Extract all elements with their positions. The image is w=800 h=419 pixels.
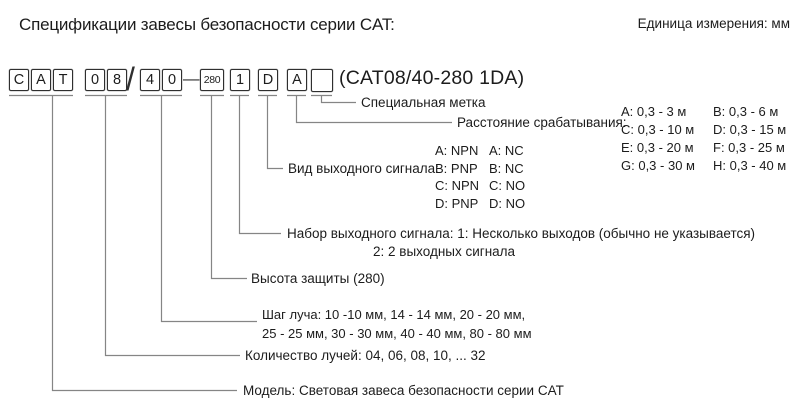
code-box-height: 280 <box>200 69 224 91</box>
distance-option: F: 0,3 - 25 м <box>713 140 785 155</box>
output-set-label: Набор выходного сигнала: <box>287 226 454 241</box>
code-box-series-a: A <box>31 69 51 91</box>
distance-option: C: 0,3 - 10 м <box>621 122 695 137</box>
label-output-set <box>287 226 755 241</box>
output-set-option-1: 1: Несколько выходов (обычно не указывается) <box>457 226 756 241</box>
code-box-beams-0: 0 <box>85 69 105 91</box>
beam-pitch-line-1: Шаг луча: 10 -10 мм, 14 - 14 мм, 20 - 20 мм, <box>262 307 526 322</box>
example-model-code: (CAT08/40-280 1DA) <box>339 67 525 89</box>
distance-options <box>621 104 786 176</box>
output-type-option: D: PNP <box>435 195 479 211</box>
output-type-option: C: NO <box>489 178 526 193</box>
beam-pitch-line-2: 25 - 25 мм, 30 - 30 мм, 40 - 40 мм, 80 - 80 мм <box>262 325 532 341</box>
code-box-series-t: T <box>53 69 73 91</box>
code-box-distance: A <box>287 69 307 91</box>
output-type-option: B: NC <box>489 160 524 176</box>
distance-option: A: 0,3 - 3 м <box>621 104 687 119</box>
distance-option: D: 0,3 - 15 м <box>713 122 787 137</box>
dash-separator: — <box>183 69 200 88</box>
distance-option: H: 0,3 - 40 м <box>713 158 787 173</box>
code-box-output-type: D <box>258 69 278 91</box>
output-type-option: D: NO <box>489 195 526 211</box>
output-type-option: A: NPN <box>435 143 479 158</box>
code-box-pitch-4: 4 <box>140 69 160 91</box>
distance-option: E: 0,3 - 20 м <box>621 140 694 155</box>
page-title: Спецификации завесы безопасности серии CAT: <box>19 15 395 34</box>
label-distance: Расстояние срабатывания: <box>457 115 627 130</box>
slash-separator: / <box>126 61 135 97</box>
code-box-series-c: C <box>9 69 29 91</box>
output-type-option: A: NC <box>489 143 524 158</box>
distance-option: G: 0,3 - 30 м <box>621 158 695 173</box>
output-type-option: B: PNP <box>435 160 478 176</box>
code-box-beams-8: 8 <box>107 69 127 91</box>
code-box-output-set: 1 <box>230 69 250 91</box>
label-output-type: Вид выходного сигнала: <box>288 161 439 176</box>
label-beam-pitch <box>262 306 532 343</box>
label-model: Модель: Световая завеса безопасности серии CAT <box>243 383 564 398</box>
distance-option: B: 0,3 - 6 м <box>713 104 779 119</box>
code-box-special-mark <box>311 69 333 92</box>
output-type-option: C: NPN <box>435 178 480 193</box>
unit-note: Единица измерения: мм <box>637 16 790 31</box>
output-set-option-2: 2: 2 выходных сигнала <box>373 244 516 259</box>
label-beam-count: Количество лучей: 04, 06, 08, 10, ... 32 <box>245 348 486 363</box>
label-protection-height: Высота защиты (280) <box>251 271 385 286</box>
code-box-pitch-0: 0 <box>162 69 182 91</box>
label-special-mark: Специальная метка <box>361 95 486 110</box>
output-type-options <box>435 143 525 213</box>
